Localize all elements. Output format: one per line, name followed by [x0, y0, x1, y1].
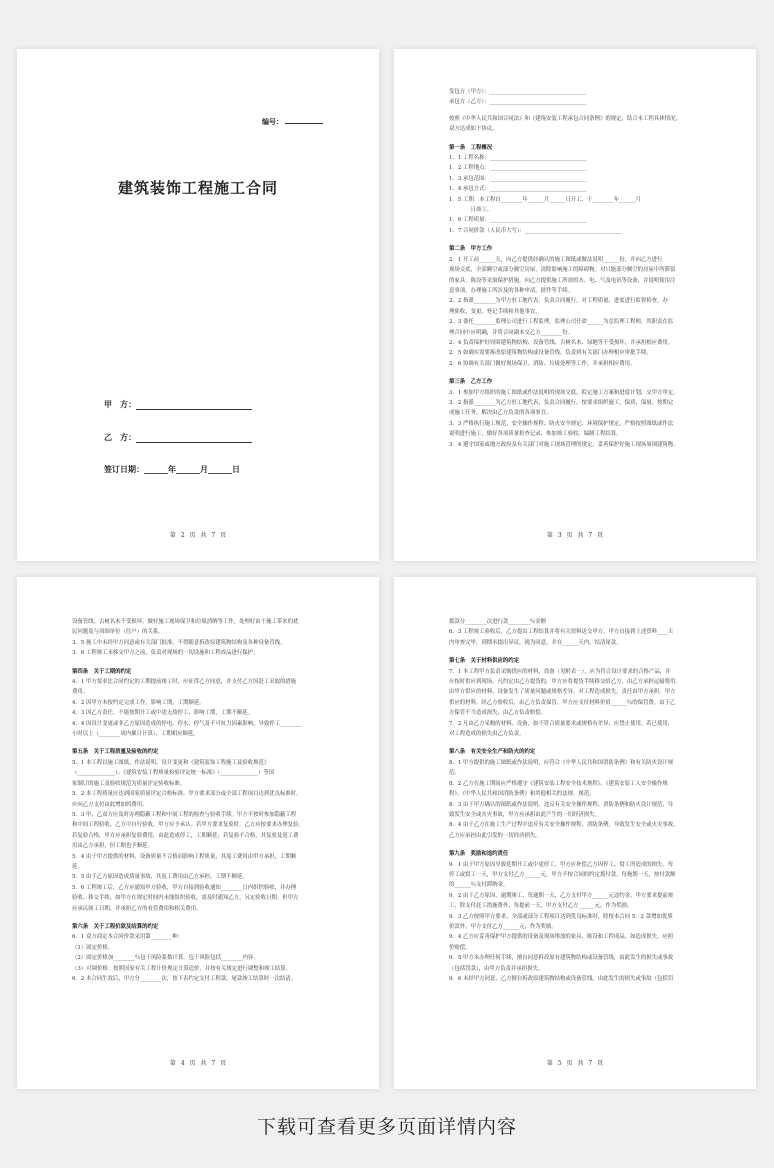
text-line: 理验收、变更、登记手续和其他事宜。 — [449, 308, 541, 315]
section-heading: 第九条 奖励和违约责任 — [449, 851, 509, 858]
section-heading: 第六条 关于工程价款及结算的约定 — [72, 923, 159, 930]
text-line: 拨款分________次进行款________％金额 — [449, 619, 547, 625]
text-line: 3．3 严格执行施工规范、安全操作规程、防火安全规定、环境保护规定。严格按照图纸或作法 — [449, 420, 674, 427]
text-line: 2．1 开工前______天，向乙方提供经确认的施工图纸或做法说明______份，并向乙方进行 — [449, 256, 663, 263]
page-footer: 第 4 页 共 7 页 — [169, 1060, 227, 1067]
text-line: 4．1 甲方要求比合同约定的工期提前竣工时，应征得乙方同意，并支付乙方因赶工采取的措施 — [72, 679, 297, 686]
page-cover — [17, 49, 379, 561]
text-line: 8．2 乙方在施工期间应严格遵守《建筑安装工程安全技术规程》、《建筑安装工人安全操作规 — [449, 780, 668, 787]
text-line: 工，除支付赶工措施费外，每提前一天，甲方支付乙方______元，作为奖励。 — [449, 903, 633, 910]
text-line: 1．4 承包方式：____________________________________ — [449, 186, 587, 193]
section-heading: 第一条 工程概况 — [449, 144, 493, 151]
party-b-field — [104, 432, 252, 443]
document-title: 建筑装饰工程施工合同 — [117, 179, 278, 197]
section-heading: 第三条 乙方工作 — [449, 379, 493, 386]
text-line: 日竣工。 — [449, 207, 493, 214]
text-line: 8．4 由于乙方在施工生产过程中违反有关安全操作规程、消防条例，导致发生安全或火灾事故， — [449, 822, 679, 829]
text-line: 致发生安全或火灾事故，甲方应承担由此产生的一切经济损失。 — [449, 811, 600, 818]
text-line: （3）可调价格：按照国家有关工程计价规定计算造价，并按有关规定进行调整和竣工结算。 — [72, 965, 292, 972]
download-caption: 下载可查看更多页面详情内容 — [256, 1116, 517, 1138]
party-a-label: 甲 方： — [104, 399, 136, 409]
text-line: 5．1 本工程以施工图纸、作法说明、设计变更和《建筑装饰工程施工及验收规范》 — [72, 759, 270, 766]
text-line: 7．2 凡由乙方采购的材料、设备，如不符合质量要求或规格有差异，应禁止使用。若已使用， — [449, 720, 674, 727]
text-line: 4．3 因乙方责任，不能按期开工或中途无故停工，影响工期，工期不顺延。 — [72, 710, 254, 717]
text-line: 9．6 未经甲方同意，乙方擅自拆改原建筑物结构或设备管线，由此发生的损失或事故（包括罚 — [449, 976, 674, 982]
text-line: 停工或窝工一天，甲方支付乙方______元。甲方不按合同的约定拨付款，每拖期一天，按付款额 — [449, 871, 676, 878]
text-line: 3．4 遵守国家或地方政府及有关部门对施工现场管理的规定，妥善保护好施工现场周围建筑物。 — [449, 441, 679, 448]
text-line: 的______％支付滞纳金。 — [449, 882, 509, 889]
text-line: 8．3 由于甲方确认的图纸或作法说明，违反有关安全操作规程、消防条例和防火设计规范，导 — [449, 801, 674, 808]
section-heading: 第五条 关于工程质量及验收的约定 — [72, 749, 159, 756]
text-line: 程》、《中华人民共和国消防条例》和其他相关的法规、规范。 — [449, 791, 595, 798]
text-line: 3．2 指派________为乙方驻工地代表，负责合同履行。按要求组织施工，保质、保量、按期完 — [449, 399, 674, 406]
page-footer: 第 5 页 共 7 页 — [546, 1060, 604, 1067]
text-line: 的家具、陈设等采取保护措施。向乙方提供施工所需的水、电、气及电讯等设备，并说明使用注 — [449, 277, 676, 284]
text-line: （______________）、《建筑安装工程质量检验评定统一标准》（______________）等国 — [72, 770, 275, 777]
sign-date-text: 签订日期：______年______月______日 — [104, 464, 240, 474]
text-line: 说明进行施工，做好各项质量检查记录，参加竣工验收，编制工程结算。 — [449, 431, 622, 438]
text-line: 7．1 本工程甲方负责采购供应的材料、设备（见附表一），应为符合设计要求的合格产品，并 — [449, 668, 671, 675]
page-4-body — [72, 617, 323, 984]
page-footer: 第 3 页 共 7 页 — [546, 532, 604, 539]
text-line: 1．5 工期：本工程自________年______月______日开工，于________年______月 — [449, 196, 641, 203]
text-line: 2．5 如确实需要拆改原建筑物结构或设备管线，负责到有关部门办理相应审批手续。 — [449, 350, 652, 357]
text-line: 方保管不当造成损失，由乙方负责赔偿。 — [449, 710, 547, 717]
text-line: 范。 — [449, 770, 460, 777]
text-line: 应按时供应到现场。凡约定由乙方提货的，甲方应将提货手续移交给乙方，由乙方承担运输费用。 — [449, 679, 681, 686]
text-line: 6．3 工程竣工验收后，乙方提出工程结算并将有关资料送交甲方。甲方自接到上述资料____天 — [449, 629, 674, 636]
section-heading: 第四条 关于工期的约定 — [72, 668, 132, 675]
text-line: 1．2 工程地点：____________________________________ — [449, 165, 587, 172]
text-line: 8．1 甲方提供的施工图纸或作法说明，应符合《中华人民共和国消防条例》和有关防火设计规 — [449, 759, 674, 766]
text-line: 理合同中应明确，并将合同副本交乙方________份。 — [449, 329, 573, 336]
text-line: 现场交底，全部腾空或部分腾空房屋，清除影响施工的障碍物。对只能部分腾空的房屋中所滞留 — [449, 267, 676, 274]
page-footer: 第 2 页 共 7 页 — [169, 532, 227, 539]
party-a-field — [104, 399, 252, 410]
contract-number-field — [262, 117, 323, 127]
section-heading: 第七条 关于材料供应的约定 — [449, 658, 520, 665]
page-5 — [394, 577, 756, 1089]
text-line: 双方达成如下协议。 — [449, 126, 498, 133]
text-line: 设备管线、古树名木不受损坏。做好施工现场保卫和垃圾消纳等工作，处理好由于施工带来的扰 — [72, 619, 299, 625]
text-line: 用由乙方承担，但工期也予顺延。 — [72, 843, 153, 850]
text-line: 按照《中华人民共和国合同法》和《建筑安装工程承包合同条例》的规定，结合本工程具体情况， — [449, 115, 681, 122]
text-line: （包括罚款），由甲方负责并承担损失。 — [449, 965, 544, 972]
text-line: 2．3 委托________监理公司进行工程监理，监理公司任命______为总监理工程师，其职责在监 — [449, 319, 674, 326]
text-line: （1）固定价格。 — [72, 944, 114, 951]
text-line: 9．4 乙方应妥善保护甲方提供的设备及现场堆放的家具、陈设和工程成品，如造成损失，应照 — [449, 934, 674, 941]
text-line: 9．1 由于甲方原因导致延期开工或中途停工，甲方应补偿乙方因停工、窝工所造成的损失。每 — [449, 861, 674, 868]
text-line: 1．1 工程名称：____________________________________ — [449, 155, 587, 162]
page-3-body — [449, 87, 710, 450]
text-line: 验收、移交手续。如甲方在规定时间内未能组织验收，需及时通知乙方，另定验收日期。但甲方 — [72, 895, 299, 902]
sign-date-field — [104, 464, 240, 475]
text-line: 3．6 工程竣工未移交甲方之前，负责对现场的一切设施和工程成品进行保护。 — [72, 650, 259, 657]
text-line: 2．4 负责保护好周围建筑物结构、设备管线、古树名木、绿地等不受损坏，并承担相应费用。 — [449, 339, 674, 346]
text-line: 延。 — [72, 863, 83, 870]
text-line: 4．4 因设计变更或非乙方原因造成的停电、停水、停气及不可抗力因素影响，导致停工________ — [72, 720, 302, 727]
text-line: 2．6 协调有关部门做好现场保卫、消防、垃圾处理等工作，并承担相应费用。 — [449, 360, 636, 367]
text-line: 意事项。办理施工所涉及的各种申请、批件等手续。 — [449, 287, 573, 294]
text-line: 2．2 指派________为甲方驻工地代表，负责合同履行。对工程质量、进度进行监督检查，办 — [449, 298, 668, 305]
text-line: 3．5 施工中未经甲方同意或有关部门批准，不得随意拆改原建筑物结构及各种设备管线。 — [72, 639, 286, 646]
text-line: 5．3 甲、乙双方应及时办理隐蔽工程和中间工程的检查与验收手续。甲方不按时参加隐蔽工程 — [72, 811, 297, 818]
page-5-body — [449, 617, 710, 984]
text-line: 1．6 工程质量：____________________________________ — [449, 217, 587, 224]
contract-number-label: 编号： — [262, 117, 283, 126]
text-line: 和中间工程验收，乙方可自行验收，甲方应予承认。若甲方要求复验时，乙方应按要求办理复验。 — [72, 822, 304, 829]
text-line: 价赔偿。 — [449, 944, 471, 951]
text-line: 6．1 双方商定本合同价款采用第________种： — [72, 934, 183, 941]
text-line: 5．6 工程竣工后，乙方应通知甲方验收，甲方自接到验收通知________日内组织验收，并办理 — [72, 884, 297, 891]
text-line: 价款外，甲方支付乙方______元，作为奖励。 — [449, 923, 557, 930]
party-a-blank — [136, 401, 252, 410]
text-line: 3．1 参加甲方组织的施工图纸或作法说明的现场交底，拟定施工方案和进度计划，交甲方审定。 — [449, 389, 679, 396]
text-line: 小时以上（________周内累计计算），工期相应顺延。 — [72, 731, 199, 738]
party-b-blank — [136, 434, 252, 443]
text-line: 承包方（乙方）：____________________________________ — [449, 99, 587, 106]
page-3 — [394, 49, 756, 561]
text-line: 5．4 由于甲方提供的材料、设备质量不合格而影响工程质量，其返工费用由甲方承担，工期顺 — [72, 853, 297, 860]
text-line: 9．5 甲方未办理任何手续，擅自同意拆改原有建筑物结构或设备管线，由此发生的损失或事故 — [449, 955, 674, 962]
text-line: 5．2 本工程质量应达到国家质量评定合格标准。甲方要求部分或全部工程项目达到优良标准时， — [72, 791, 302, 798]
text-line: 应承认竣工日期，并承担乙方的看管费用和相关费用。 — [72, 905, 202, 912]
page-4 — [17, 577, 379, 1089]
section-heading: 第八条 有关安全生产和防火的约定 — [449, 749, 536, 756]
text-line: 1．7 合同价款（人民币大写）：____________________________________ — [449, 227, 622, 234]
text-line: 1．3 承包范围：____________________________________ — [449, 175, 587, 182]
text-line: 家制订的施工及验收规范为质量评定验收标准。 — [72, 780, 186, 787]
text-line: 应向乙方支付由此增加的费用。 — [72, 801, 148, 808]
text-line: 由甲方供应的材料、设备发生了质量问题或规格差异，对工程造成损失，责任由甲方承担。甲方 — [449, 689, 676, 696]
text-line: 成施工任务，解决由乙方负责的各项事宜。 — [449, 410, 552, 417]
text-line: 供应的材料，经乙方验收后，由乙方负责保管，甲方应支付材料价值______％的保管费。由于乙 — [449, 699, 676, 706]
contract-number-blank — [285, 123, 323, 124]
party-b-label: 乙 方： — [104, 432, 136, 442]
text-line: 内审查完毕，到期未提出异议，视为同意，并在______天内，结清尾款。 — [449, 639, 622, 646]
text-line: 费用。 — [72, 689, 89, 696]
text-line: 9．3 乙方按照甲方要求，全部或部分工程项目达到优良标准时，除按本合同 5．2 款增加优质 — [449, 913, 673, 920]
text-line: 若复验合格，甲方应承担复验费用，由此造成停工，工期顺延；若复验不合格，其复验及返工费 — [72, 832, 299, 839]
text-line: 4．2 因甲方未按约定完成工作，影响工期，工期顺延。 — [72, 699, 205, 706]
text-line: 民问题及与周围单位（住户）的关系。 — [72, 629, 164, 636]
text-line: 对工程造成的损失由乙方负责。 — [449, 731, 525, 738]
text-line: 6．2 本合同生效后，甲方分________次，按下表约定支付工程款，尾款竣工结算时一次结清。 — [72, 976, 297, 982]
section-heading: 第二条 甲方工作 — [449, 246, 493, 253]
text-line: 乙方应承担由此引发的一切经济损失。 — [449, 832, 541, 839]
text-line: 发包方（甲方）：____________________________________ — [449, 89, 587, 95]
text-line: 5．5 由于乙方原因造成质量事故，其返工费用由乙方承担，工期不顺延。 — [72, 874, 248, 881]
text-line: （2）固定价格加________％包干风险系数计算。包干风险包括________内容。 — [72, 955, 259, 962]
text-line: 9．2 由于乙方原因，逾期竣工，每逾期一天，乙方支付甲方______元违约金。甲方要求提前竣 — [449, 892, 674, 899]
